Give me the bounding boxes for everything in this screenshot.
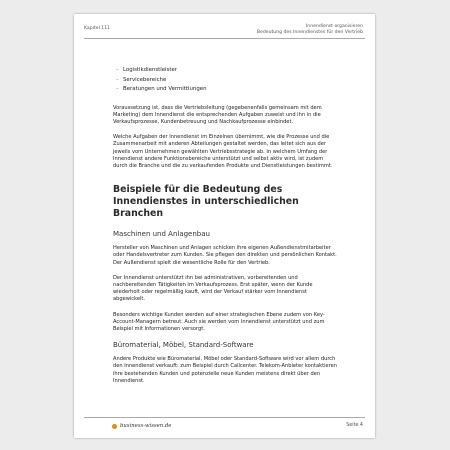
- logo-dot-icon: [112, 424, 117, 429]
- page-body: [113, 66, 339, 393]
- list-item: – Logistikdienstleister: [113, 66, 339, 76]
- document-page: [74, 14, 375, 438]
- paragraph-4: Der Innendienst unterstützt ihn bei administrativen, vorbereitenden und nachbereitenden Tätigkeiten im Verkaufsprozess. Erst später, wenn der Kunde wiederholt oder regelmäßig kauft, wird der Verkauf stärker vom Innendienst abgewickelt.: [113, 274, 313, 303]
- paragraph-1: Voraussetzung ist, dass die Vertriebsleitung (gegebenenfalls gemeinsam mit dem Marketing) dem Innendienst die entsprechenden Aufgaben zuweist und ihn in die Verkaufsprozesse, Kundenbetreuung und Nachkaufprozesse einbindet.: [113, 104, 322, 125]
- bullet-list: [113, 66, 339, 95]
- page-number: Seite 4: [346, 423, 363, 428]
- running-header: [257, 24, 363, 36]
- brand-logo: [112, 423, 171, 429]
- paragraph-2: Welche Aufgaben der Innendienst im Einzelnen übernimmt, wie die Prozesse und die Zusammenarbeit mit anderen Abteilungen gestaltet werden, das leitet sich aus der jeweils vom Unternehmen gewählten Vertriebsstrategie ab. In welchem Umfang der Innendienst andere Funktionsbereiche unterstützt und selbst aktiv wird, ist zudem durch die Branche und die zu verkaufenden Produkte und Dienstleistungen bestimmt.: [113, 134, 333, 169]
- header-divider: [84, 38, 365, 39]
- header-subsection-title: Bedeutung des Innendienstes für den Vertrieb: [256, 30, 363, 36]
- paragraph-5: Besonders wichtige Kunden werden auf einer strategischen Ebene zudem von Key-Account-Managern betreut. Auch sie werden vom Innendienst unterstützt und zum Beispiel mit Informationen versorgt.: [113, 311, 325, 332]
- footer-divider: [84, 417, 365, 418]
- subheading-office: Büromaterial, Möbel, Standard-Software: [113, 341, 254, 350]
- list-item: – Servicebereiche: [113, 76, 339, 86]
- section-heading: Beispiele für die Bedeutung des Innendienstes in unterschiedlichen Branchen: [113, 184, 299, 220]
- paragraph-3: Hersteller von Maschinen und Anlagen schicken ihre eigenen Außendienstmitarbeiter oder Handelsvertreter zum Kunden. Sie pflegen den direkten und persönlichen Kontakt. Der Außendienst spielt die wesentliche Rolle für den Vertrieb.: [113, 245, 337, 266]
- logo-text: business-wissen.de: [120, 423, 172, 429]
- list-item: – Beratungen und Vermittlungen: [113, 85, 339, 95]
- chapter-label: Kapitel 111: [84, 26, 111, 31]
- subheading-machinery: Maschinen und Anlagenbau: [113, 230, 210, 239]
- header-section-title: Innendienst organisieren: [305, 24, 363, 29]
- paragraph-6: Andere Produkte wie Büromaterial, Möbel oder Standard-Software wird vor allem durch den Innendienst verkauft: zum Beispiel durch Callcenter. Telekom-Anbieter kontaktieren ihre bestehenden Kunden und potenzielle neue Kunden meistens direkt über den Innendienst.: [113, 356, 337, 384]
